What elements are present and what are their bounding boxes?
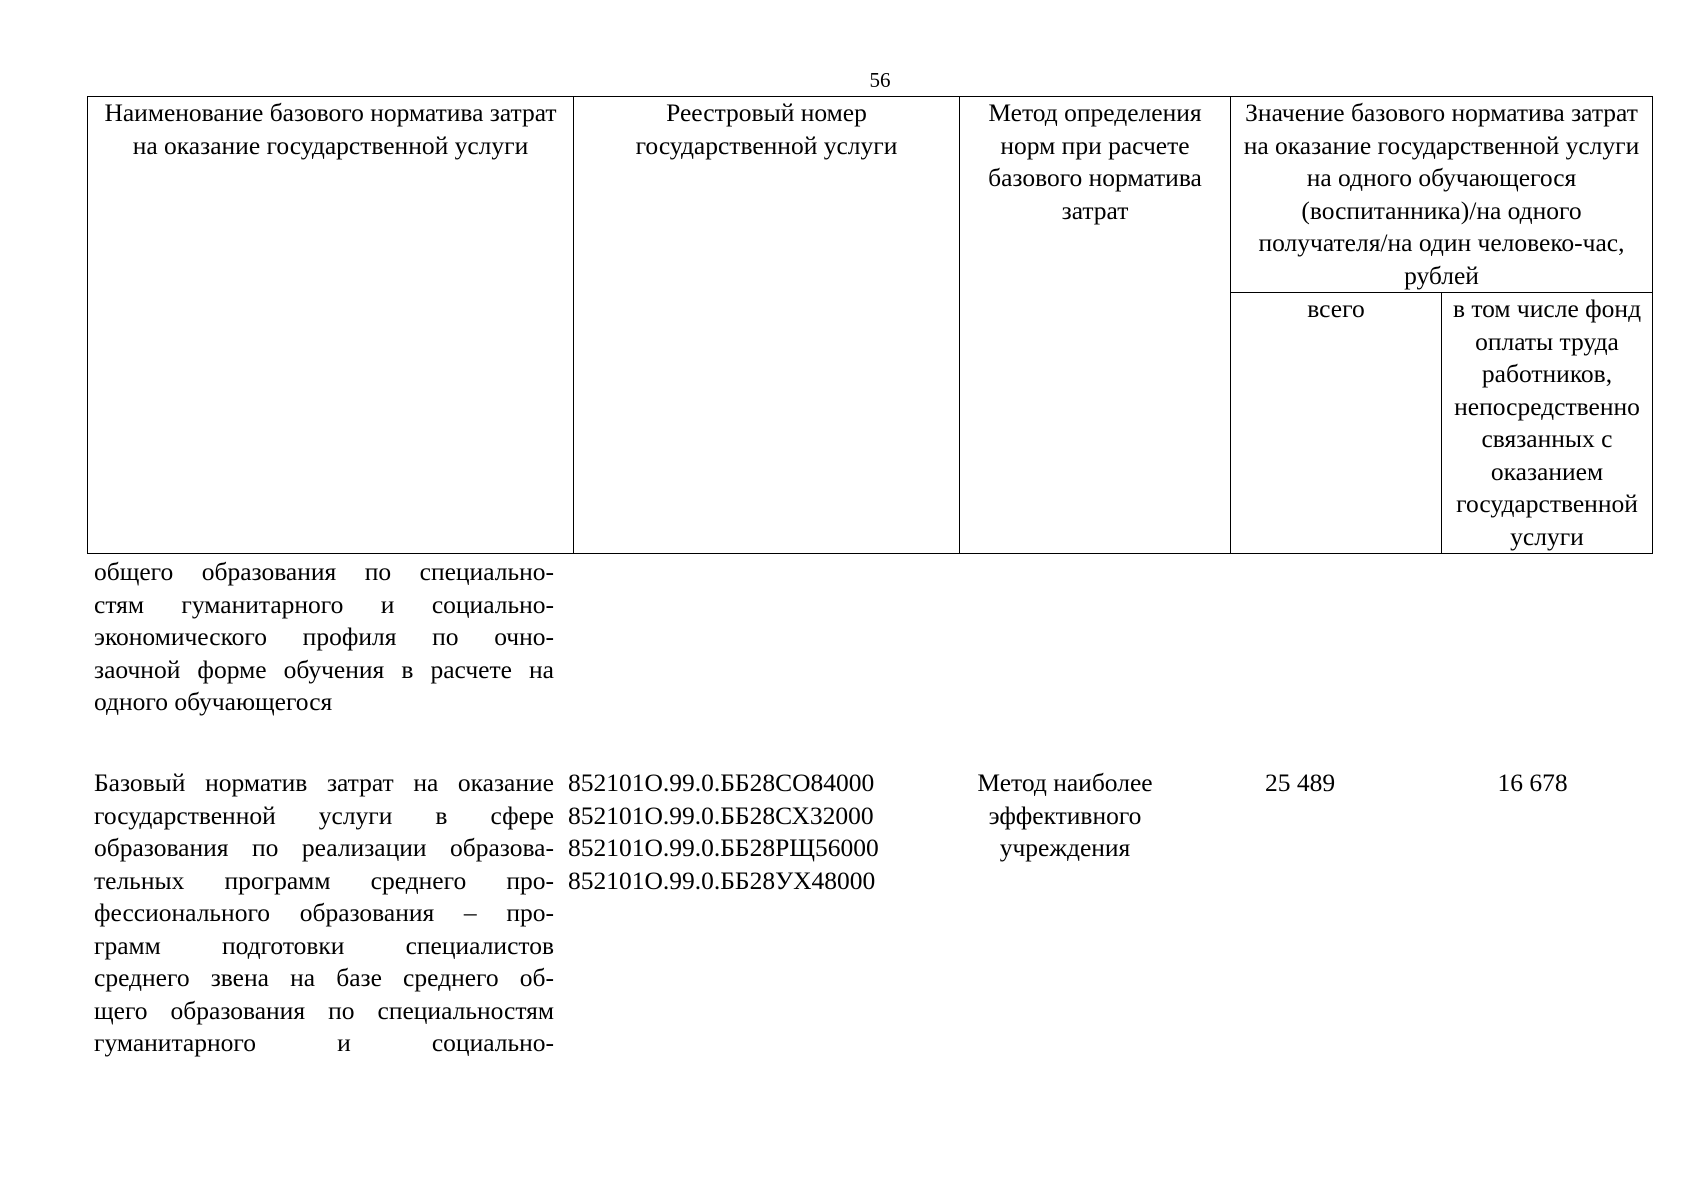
page-number: 56	[869, 68, 891, 92]
row-total: 25 489	[1264, 768, 1336, 797]
header-value-label: Значение базового норматива затрат на оказание государственной услуги на одного обучающегося (воспитанника)/на одного получателя/на один человеко-час, рублей	[1243, 98, 1640, 290]
header-registry-label: Реестровый номер государственной услуги	[635, 98, 898, 160]
header-name-cell	[88, 97, 574, 554]
row-name-line: гуманитарного и социально-	[94, 1028, 554, 1057]
registry-number: 852101О.99.0.ББ28УХ48000	[568, 865, 876, 895]
header-name-label: Наименование базового норматива затрат на оказание государственной услуги	[104, 98, 557, 160]
row-name-line: Базовый норматив затрат на оказание	[94, 768, 554, 797]
continuation-text	[94, 556, 554, 719]
registry-number: 852101О.99.0.ББ28РЩ56000	[568, 833, 879, 862]
header-method-label: Метод определения норм при расчете базового норматива затрат	[988, 98, 1202, 225]
header-total-cell	[1231, 293, 1442, 554]
continuation-line: заочной форме обучения в расчете на	[94, 654, 554, 684]
continuation-line: стям гуманитарного и социально-	[94, 589, 554, 619]
row-name-line: образования по реализации образова-	[94, 833, 554, 862]
row-name-line: грамм подготовки специалистов	[94, 930, 554, 960]
header-method-cell	[960, 97, 1231, 554]
registry-number: 852101О.99.0.ББ28СХ32000	[568, 800, 874, 830]
row-payroll: 16 678	[1497, 768, 1568, 797]
continuation-line: одного обучающегося	[94, 687, 333, 716]
registry-number: 852101О.99.0.ББ28СО84000	[568, 768, 875, 797]
row-name-line: щего образования по специальностям	[94, 995, 554, 1025]
header-payroll-cell	[1442, 293, 1653, 554]
header-registry-cell	[574, 97, 960, 554]
row-registry	[568, 767, 928, 897]
continuation-line: общего образования по специально-	[94, 557, 554, 586]
row-name-line: среднего звена на базе среднего об-	[94, 963, 554, 992]
row-method: Метод наиболее эффективного учреждения	[977, 768, 1153, 862]
header-payroll-label: в том числе фонд оплаты труда работников, непосредственно связанных с оказанием государственной услуги	[1452, 294, 1642, 551]
row-name-line: фессионального образования – про-	[94, 898, 554, 927]
header-total-label: всего	[1307, 294, 1365, 323]
table-header	[87, 96, 1653, 554]
row-name-line: государственной услуги в сфере	[94, 800, 554, 830]
row-name-line: тельных программ среднего про-	[94, 865, 554, 895]
row-name	[94, 767, 554, 1060]
header-value-cell	[1231, 97, 1653, 293]
continuation-line: экономического профиля по очно-	[94, 622, 554, 651]
